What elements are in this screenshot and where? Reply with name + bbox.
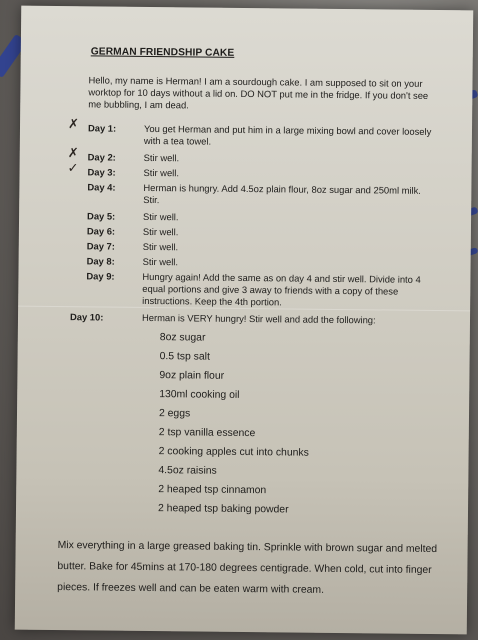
handwritten-mark: ✗ xyxy=(67,146,79,162)
handwritten-mark: ✗ xyxy=(67,117,80,133)
day-label: Day 4: xyxy=(87,181,116,193)
day-label: Day 10: xyxy=(69,311,104,323)
day-row xyxy=(62,311,432,327)
day-instruction: Stir well. xyxy=(143,210,179,223)
recipe-document xyxy=(57,36,438,602)
day-instruction: Stir well. xyxy=(142,240,179,253)
day-instruction: You get Herman and put him in a large mixing bowl and cover loosely with a tea towel. xyxy=(143,122,432,147)
day-label: Day 6: xyxy=(86,225,116,237)
day-list xyxy=(62,117,434,327)
day-row xyxy=(62,270,432,310)
day-row xyxy=(63,240,433,256)
ingredient-item: 2 heaped tsp cinnamon xyxy=(158,484,267,497)
day-label: ✗ Day 1: xyxy=(67,117,117,134)
baking-instructions: Mix everything in a large greased baking tin. Sprinkle with brown sugar and melted butter. Bake for 45mins at 170-180 degrees centigrade. When cold, cut into finger pieces. If freezes well and can be eaten warm with cream. xyxy=(57,540,438,596)
ingredient-item: 8oz sugar xyxy=(159,332,206,344)
recipe-sheet xyxy=(15,6,474,635)
ingredient-item: 4.5oz raisins xyxy=(158,465,217,477)
day-instruction: Stir well. xyxy=(142,225,179,238)
day-row xyxy=(63,181,433,209)
day-row xyxy=(63,225,433,241)
intro-paragraph: Hello, my name is Herman! I am a sourdough cake. I am supposed to sit on your worktop for 10 days without a lid on. DO NOT put me in the fridge. If you don't see me bubbling, I am dead. xyxy=(88,74,429,111)
handwritten-mark: ✓ xyxy=(67,161,79,177)
document-title: GERMAN FRIENDSHIP CAKE xyxy=(90,46,235,59)
ingredient-item: 2 eggs xyxy=(158,408,191,420)
day-instruction: Herman is VERY hungry! Stir well and add the following: xyxy=(141,311,376,326)
day-label: Day 9: xyxy=(86,270,115,282)
day-row xyxy=(63,210,433,226)
day-instruction: Stir well. xyxy=(143,166,180,179)
day-instruction: Herman is hungry. Add 4.5oz plain flour, 8oz sugar and 250ml milk. Stir. xyxy=(143,181,422,206)
ingredient-item: 2 cooking apples cut into chunks xyxy=(158,446,309,459)
ingredient-item: 130ml cooking oil xyxy=(159,389,240,401)
day-label: ✓ Day 3: xyxy=(67,161,116,178)
day-row xyxy=(64,117,434,150)
day-label: ✗ Day 2: xyxy=(67,146,116,163)
day-row xyxy=(63,161,433,182)
day-instruction: Hungry again! Add the same as on day 4 and stir well. Divide into 4 equal portions and give 3 away to friends with a copy of these instructions. Keep the 4th portion. xyxy=(142,270,421,308)
day-row xyxy=(63,255,433,271)
day-row xyxy=(64,146,434,167)
day-instruction: Stir well. xyxy=(142,255,179,268)
ingredient-item: 2 heaped tsp baking powder xyxy=(157,503,289,516)
day-instruction: Stir well. xyxy=(143,151,180,164)
ingredient-item: 9oz plain flour xyxy=(159,370,225,382)
day-label: Day 5: xyxy=(87,210,116,222)
ingredient-list xyxy=(158,328,432,521)
ingredient-item: 0.5 tsp salt xyxy=(159,351,210,363)
day-label: Day 7: xyxy=(86,240,115,252)
ingredient-item: 2 tsp vanilla essence xyxy=(158,427,256,440)
day-label: Day 8: xyxy=(86,255,115,267)
